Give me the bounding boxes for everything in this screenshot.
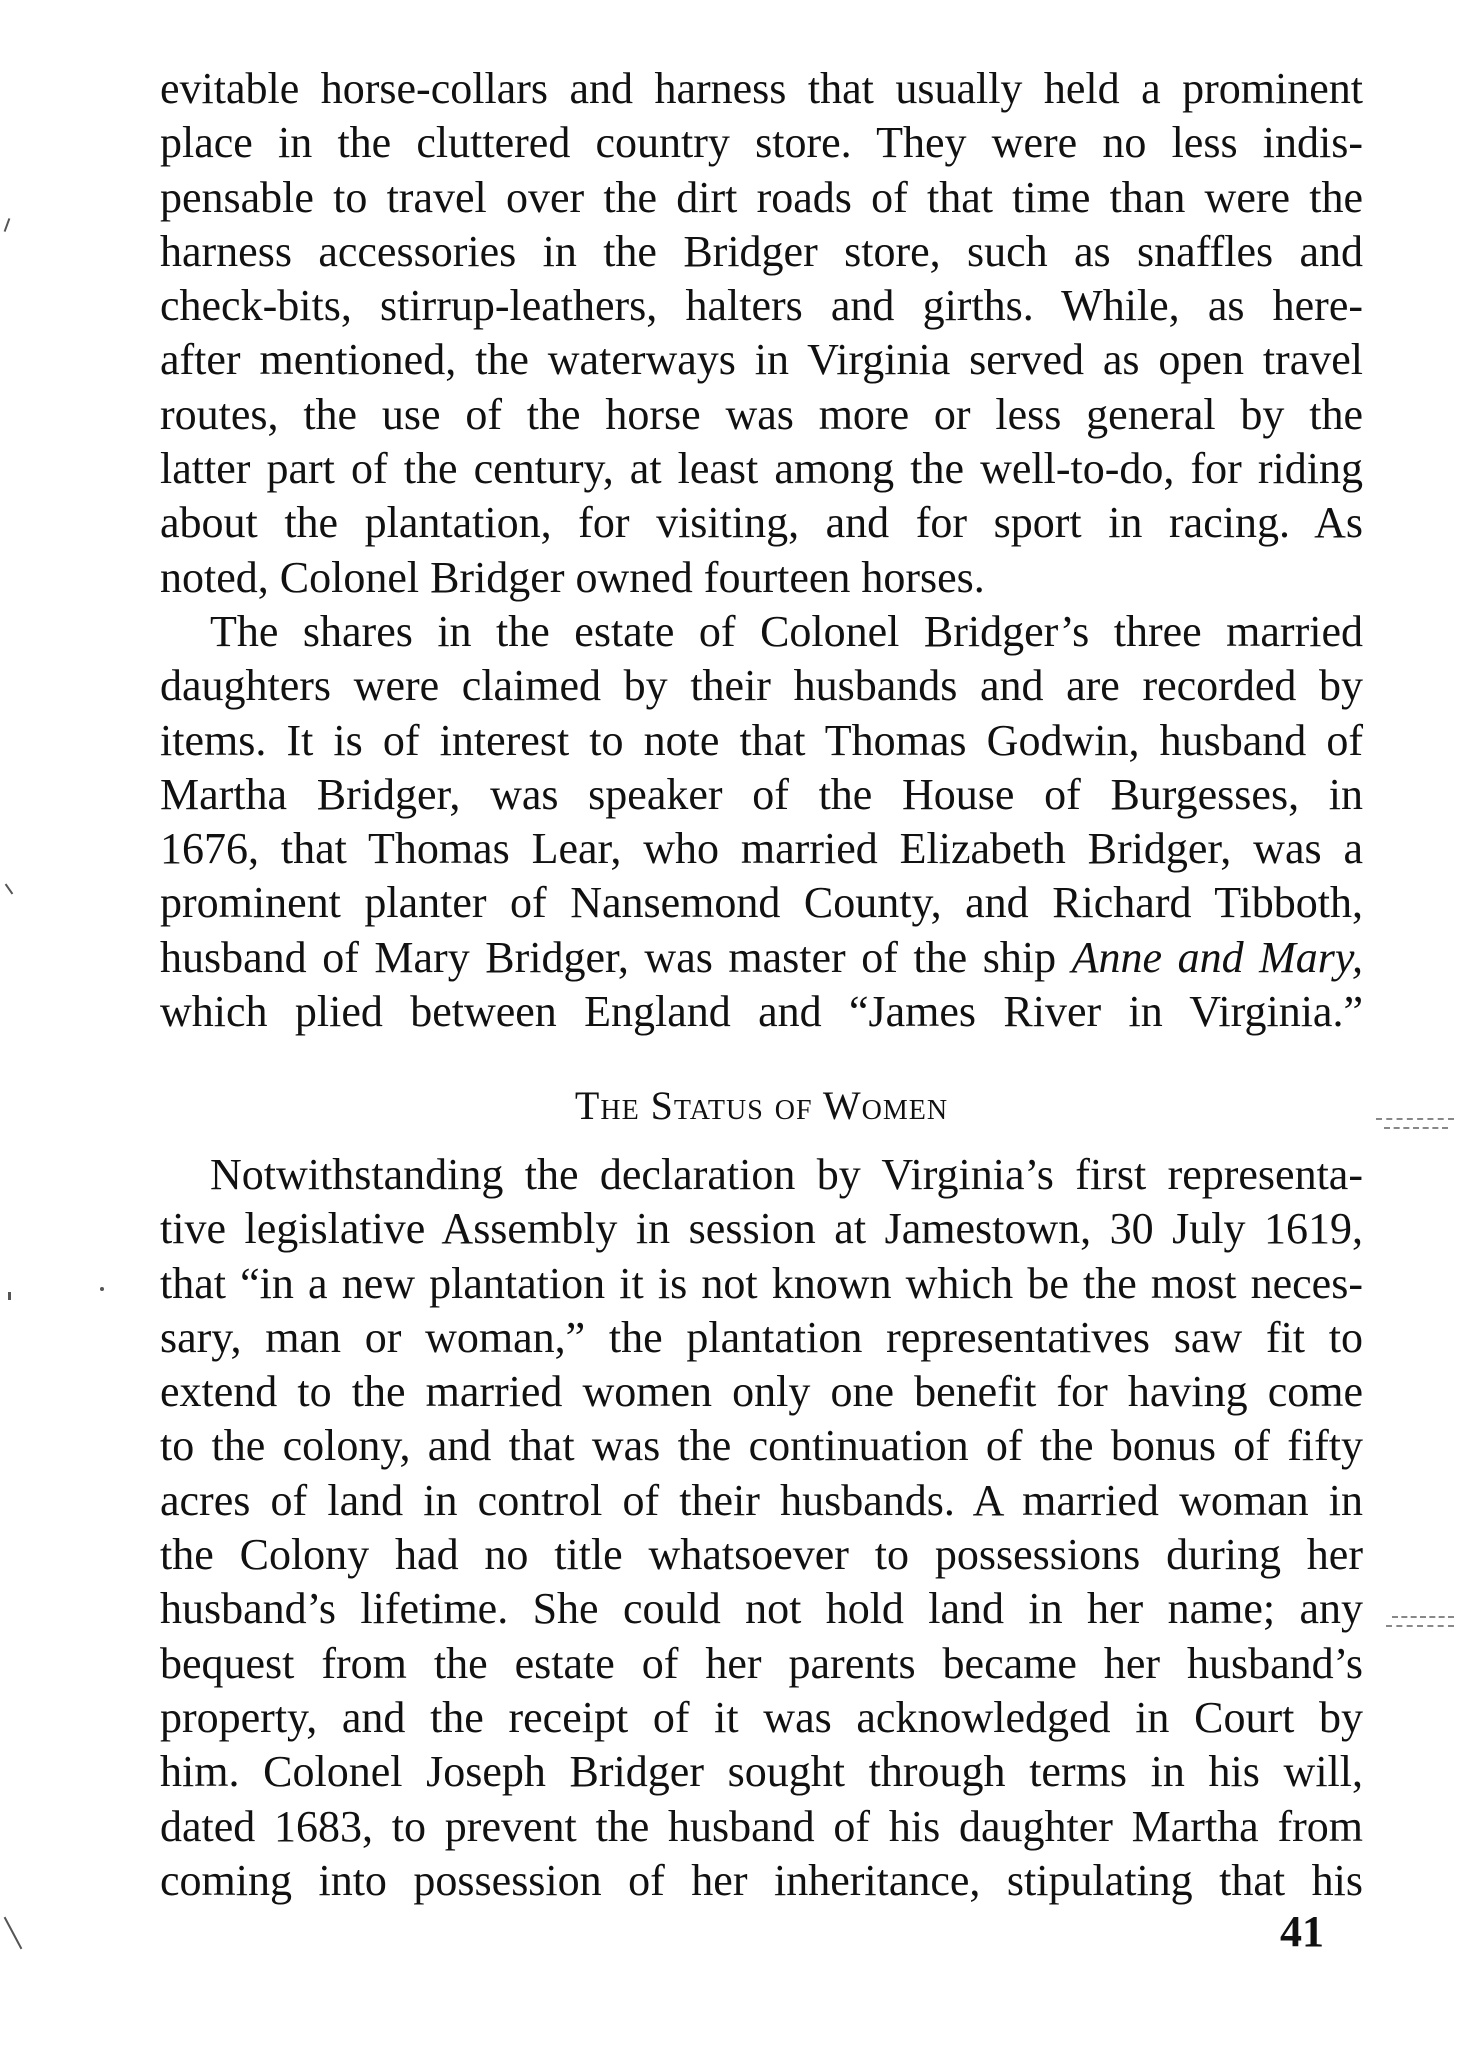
- paragraph-horses: [160, 62, 1363, 605]
- text-line: 1676, that Thomas Lear, who married Elizabeth Bridger, was a: [160, 824, 1363, 874]
- text-line: Notwithstanding the declaration by Virginia’s first representa-: [210, 1150, 1363, 1199]
- text-line: bequest from the estate of her parents became her husband’s: [160, 1638, 1363, 1688]
- scan-speck: [8, 1292, 11, 1300]
- text-line: to the colony, and that was the continuation of the bonus of fifty: [160, 1421, 1363, 1471]
- text-line: Martha Bridger, was speaker of the House of Burgesses, in: [160, 769, 1363, 819]
- text-line: extend to the married women only one benefit for having come: [160, 1367, 1363, 1417]
- text-line: The shares in the estate of Colonel Bridger’s three married: [210, 607, 1363, 656]
- text-line: harness accessories in the Bridger store, such as snaffles and: [160, 226, 1363, 276]
- scan-speck: [1386, 1625, 1454, 1627]
- scan-speck: [4, 218, 11, 232]
- scan-speck: [1384, 1127, 1448, 1129]
- text-line: noted, Colonel Bridger owned fourteen horses.: [160, 552, 985, 602]
- page-number: 41: [1280, 1907, 1324, 1956]
- text-line: dated 1683, to prevent the husband of his daughter Martha from: [160, 1801, 1363, 1851]
- text-line: him. Colonel Joseph Bridger sought through terms in his will,: [160, 1747, 1363, 1797]
- section-heading: The Status of Women: [574, 1083, 949, 1128]
- scan-speck: [5, 884, 14, 895]
- text-line: property, and the receipt of it was acknowledged in Court by: [160, 1692, 1363, 1742]
- scan-speck: [4, 1917, 23, 1950]
- text-line: tive legislative Assembly in session at Jamestown, 30 July 1619,: [160, 1204, 1363, 1254]
- text-line: routes, the use of the horse was more or less general by the: [160, 389, 1363, 439]
- text-line: after mentioned, the waterways in Virginia served as open travel: [160, 335, 1363, 385]
- paragraph-status-of-women: [160, 1148, 1363, 1908]
- text-line: coming into possession of her inheritance, stipulating that his: [160, 1855, 1363, 1905]
- text-line: items. It is of interest to note that Thomas Godwin, husband of: [160, 715, 1363, 765]
- text-line: which plied between England and “James River in Virginia.”: [160, 987, 1363, 1037]
- text-line: place in the cluttered country store. They were no less indis-: [160, 118, 1363, 168]
- text-line: evitable horse-collars and harness that usually held a prominent: [160, 64, 1363, 113]
- text-line-ship: [160, 931, 1363, 985]
- ship-line-text: husband of Mary Bridger, was master of the ship: [160, 932, 1072, 982]
- ship-name: Anne and Mary,: [1071, 932, 1363, 982]
- text-line: latter part of the century, at least among the well-to-do, for riding: [160, 444, 1363, 494]
- text-line: husband’s lifetime. She could not hold land in her name; any: [160, 1584, 1363, 1634]
- text-line: daughters were claimed by their husbands and are recorded by: [160, 661, 1363, 711]
- text-line: about the plantation, for visiting, and for sport in racing. As: [160, 498, 1363, 548]
- text-line: the Colony had no title whatsoever to possessions during her: [160, 1530, 1363, 1580]
- text-line: prominent planter of Nansemond County, and Richard Tibboth,: [160, 878, 1363, 928]
- paragraph-daughters: [160, 605, 1363, 1039]
- text-line: pensable to travel over the dirt roads of that time than were the: [160, 172, 1363, 222]
- text-line: that “in a new plantation it is not known which be the most neces-: [160, 1258, 1363, 1308]
- scan-speck: [1392, 1616, 1454, 1618]
- text-line: check-bits, stirrup-leathers, halters and girths. While, as here-: [160, 281, 1363, 331]
- scan-speck: [1376, 1118, 1454, 1120]
- scan-speck: [100, 1287, 104, 1291]
- text-line: acres of land in control of their husbands. A married woman in: [160, 1475, 1363, 1525]
- text-line: sary, man or woman,” the plantation representatives saw fit to: [160, 1312, 1363, 1362]
